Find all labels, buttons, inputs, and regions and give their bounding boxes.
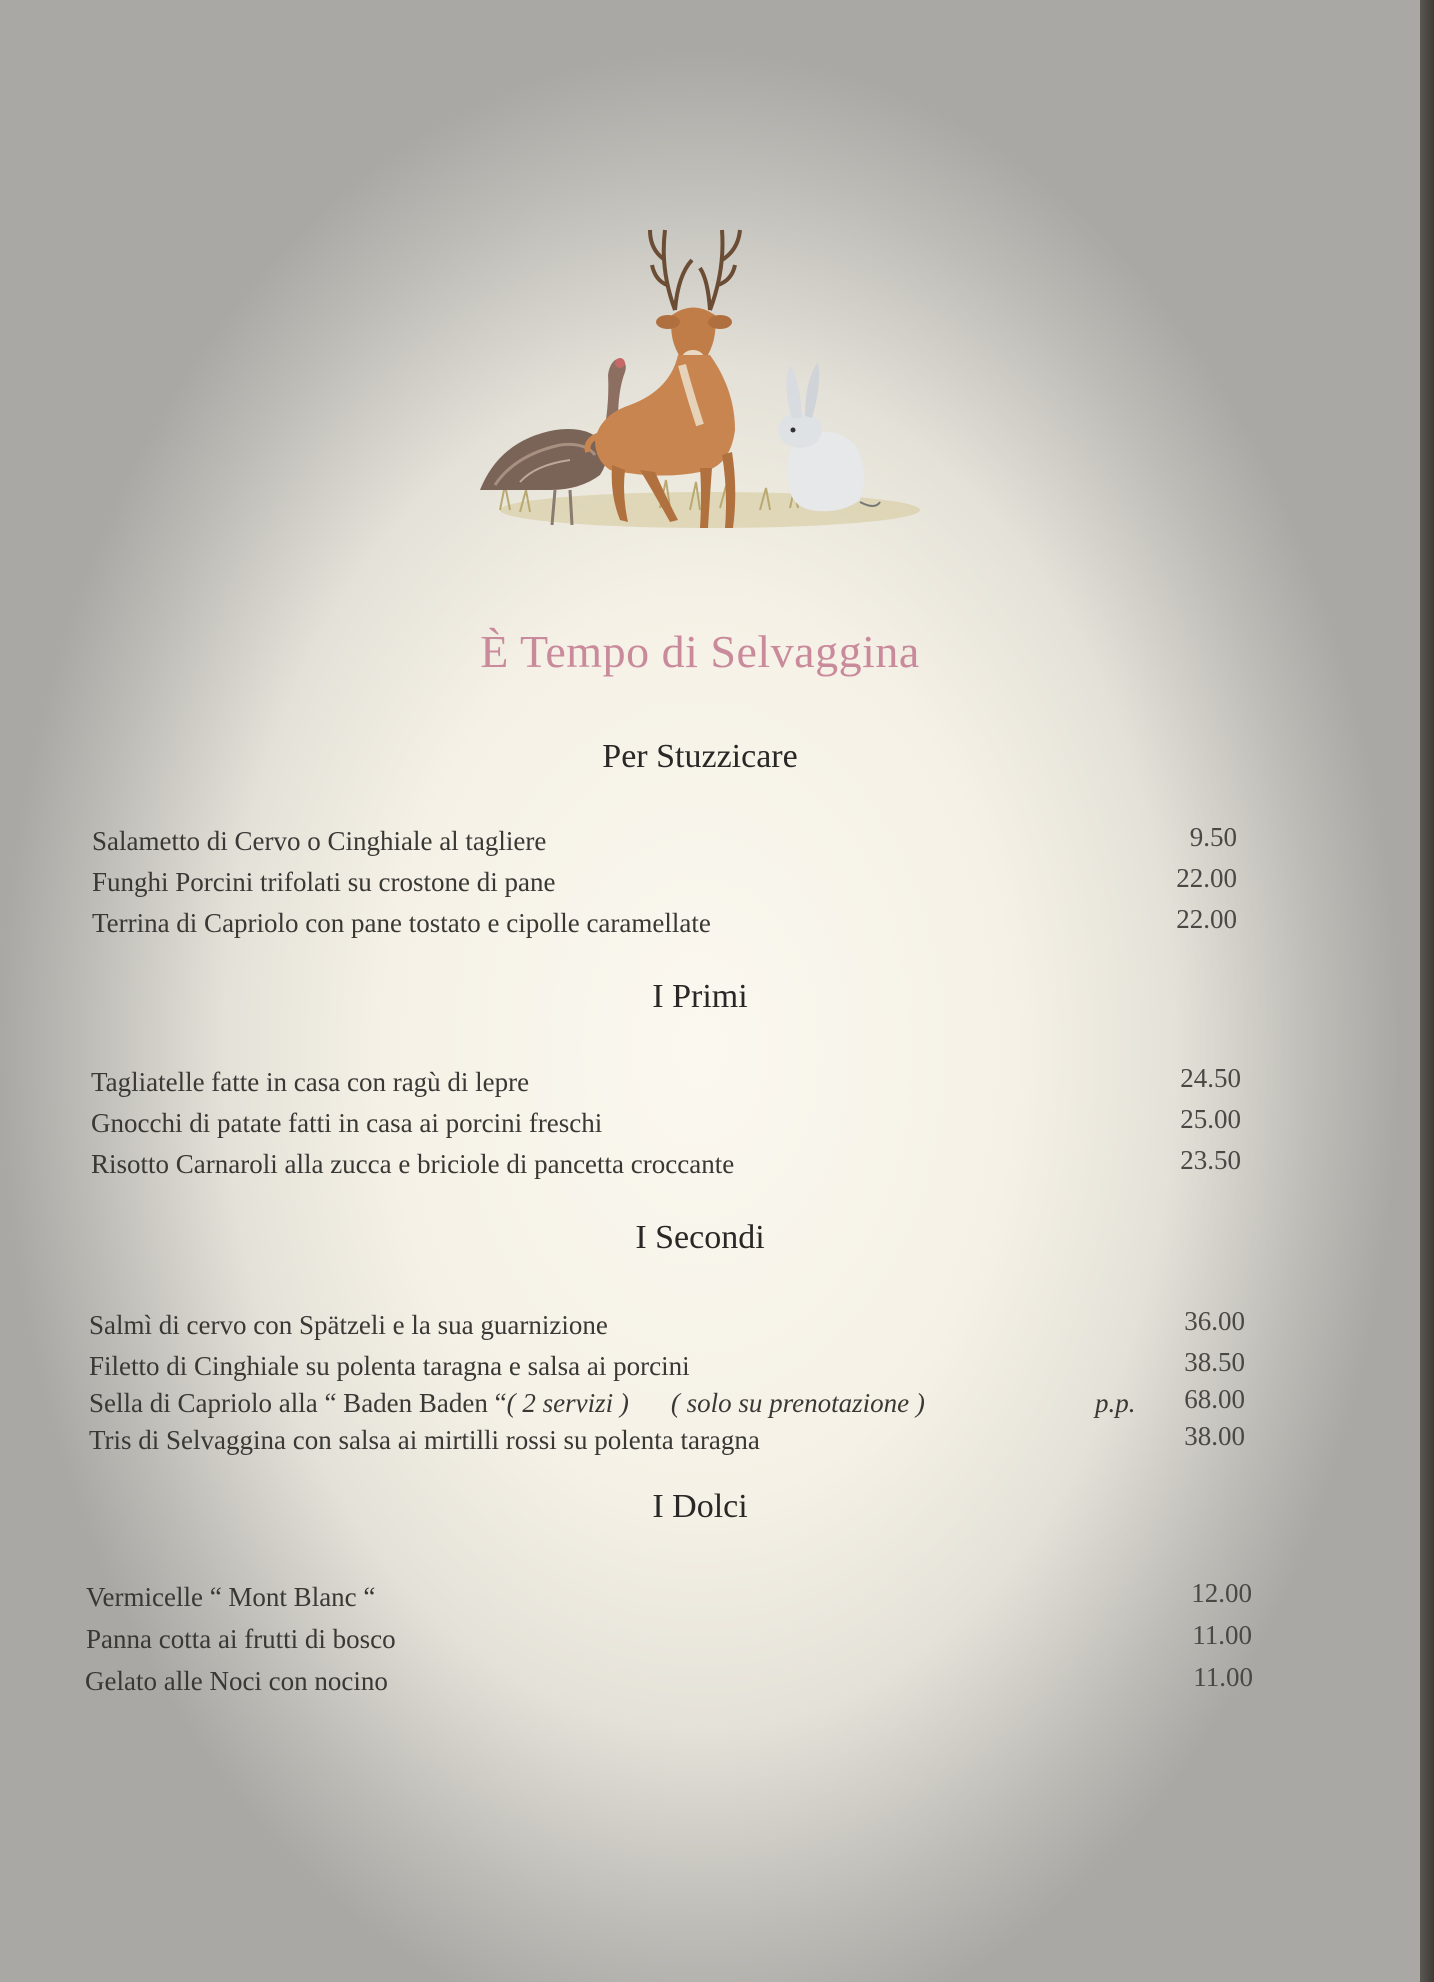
menu-item: [86, 1578, 1252, 1622]
menu-item: [92, 822, 1237, 866]
menu-item-name-text: Sella di Capriolo alla “ Baden Baden “: [89, 1388, 507, 1418]
menu-item: [92, 863, 1237, 907]
menu-item: [86, 1620, 1252, 1664]
menu-item: [91, 1104, 1241, 1148]
menu-item-price: 38.00: [1184, 1421, 1245, 1451]
menu-item-price: 12.00: [1191, 1578, 1252, 1608]
menu-item-note-servings: ( 2 servizi ): [506, 1388, 629, 1418]
menu-item-name: Tris di Selvaggina con salsa ai mirtilli rossi su polenta taragna: [89, 1425, 760, 1455]
menu-item-name: Terrina di Capriolo con pane tostato e cipolle caramellate: [92, 908, 711, 938]
menu-item-price: 68.00: [1184, 1384, 1245, 1414]
menu-title: È Tempo di Selvaggina: [480, 626, 920, 677]
menu-item-unit: p.p.: [1095, 1388, 1136, 1418]
section-heading-i-dolci: I Dolci: [652, 1488, 748, 1525]
menu-item: [91, 1063, 1241, 1107]
menu-item: [85, 1662, 1253, 1706]
menu-item-price: 25.00: [1180, 1104, 1241, 1134]
menu-item: [92, 904, 1237, 948]
menu-item-name: [89, 1388, 925, 1419]
menu-item: [91, 1145, 1241, 1189]
menu-item-name: Tagliatelle fatte in casa con ragù di lepre: [91, 1067, 530, 1097]
menu-item: [89, 1306, 1245, 1350]
menu-item-price: 22.00: [1176, 904, 1237, 934]
menu-item: [89, 1384, 1245, 1428]
section-heading-i-primi: I Primi: [652, 978, 748, 1015]
menu-item: [89, 1421, 1245, 1465]
menu-item-name: Gnocchi di patate fatti in casa ai porcini freschi: [91, 1108, 603, 1138]
menu-item-price: 24.50: [1180, 1063, 1241, 1093]
menu-item-name: Salmì di cervo con Spätzeli e la sua guarnizione: [89, 1310, 608, 1340]
menu-item-name: Vermicelle “ Mont Blanc “: [86, 1582, 376, 1612]
section-heading-per-stuzzicare: Per Stuzzicare: [602, 738, 798, 775]
menu-item-price: 38.50: [1184, 1347, 1245, 1377]
menu-item: [89, 1347, 1245, 1391]
game-animals-illustration-icon: [460, 190, 930, 540]
menu-item-name: Filetto di Cinghiale su polenta taragna e salsa ai porcini: [89, 1351, 690, 1381]
menu-item-name: Risotto Carnaroli alla zucca e briciole di pancetta croccante: [91, 1149, 735, 1179]
menu-item-name: Salametto di Cervo o Cinghiale al tagliere: [92, 826, 547, 856]
section-heading-i-secondi: I Secondi: [635, 1219, 765, 1256]
menu-item-note-reservation: ( solo su prenotazione ): [670, 1388, 925, 1418]
menu-item-name: Panna cotta ai frutti di bosco: [86, 1624, 396, 1654]
menu-item-price: 23.50: [1180, 1145, 1241, 1175]
menu-item-price: 22.00: [1176, 863, 1237, 893]
binder-edge: [1420, 0, 1434, 1982]
menu-item-name: Funghi Porcini trifolati su crostone di pane: [92, 867, 556, 897]
menu-item-price: 11.00: [1193, 1662, 1253, 1692]
menu-item-name: Gelato alle Noci con nocino: [85, 1666, 388, 1696]
menu-item-price: 9.50: [1189, 822, 1237, 852]
menu-item-price: 36.00: [1184, 1306, 1245, 1336]
menu-item-price: 11.00: [1192, 1620, 1252, 1650]
